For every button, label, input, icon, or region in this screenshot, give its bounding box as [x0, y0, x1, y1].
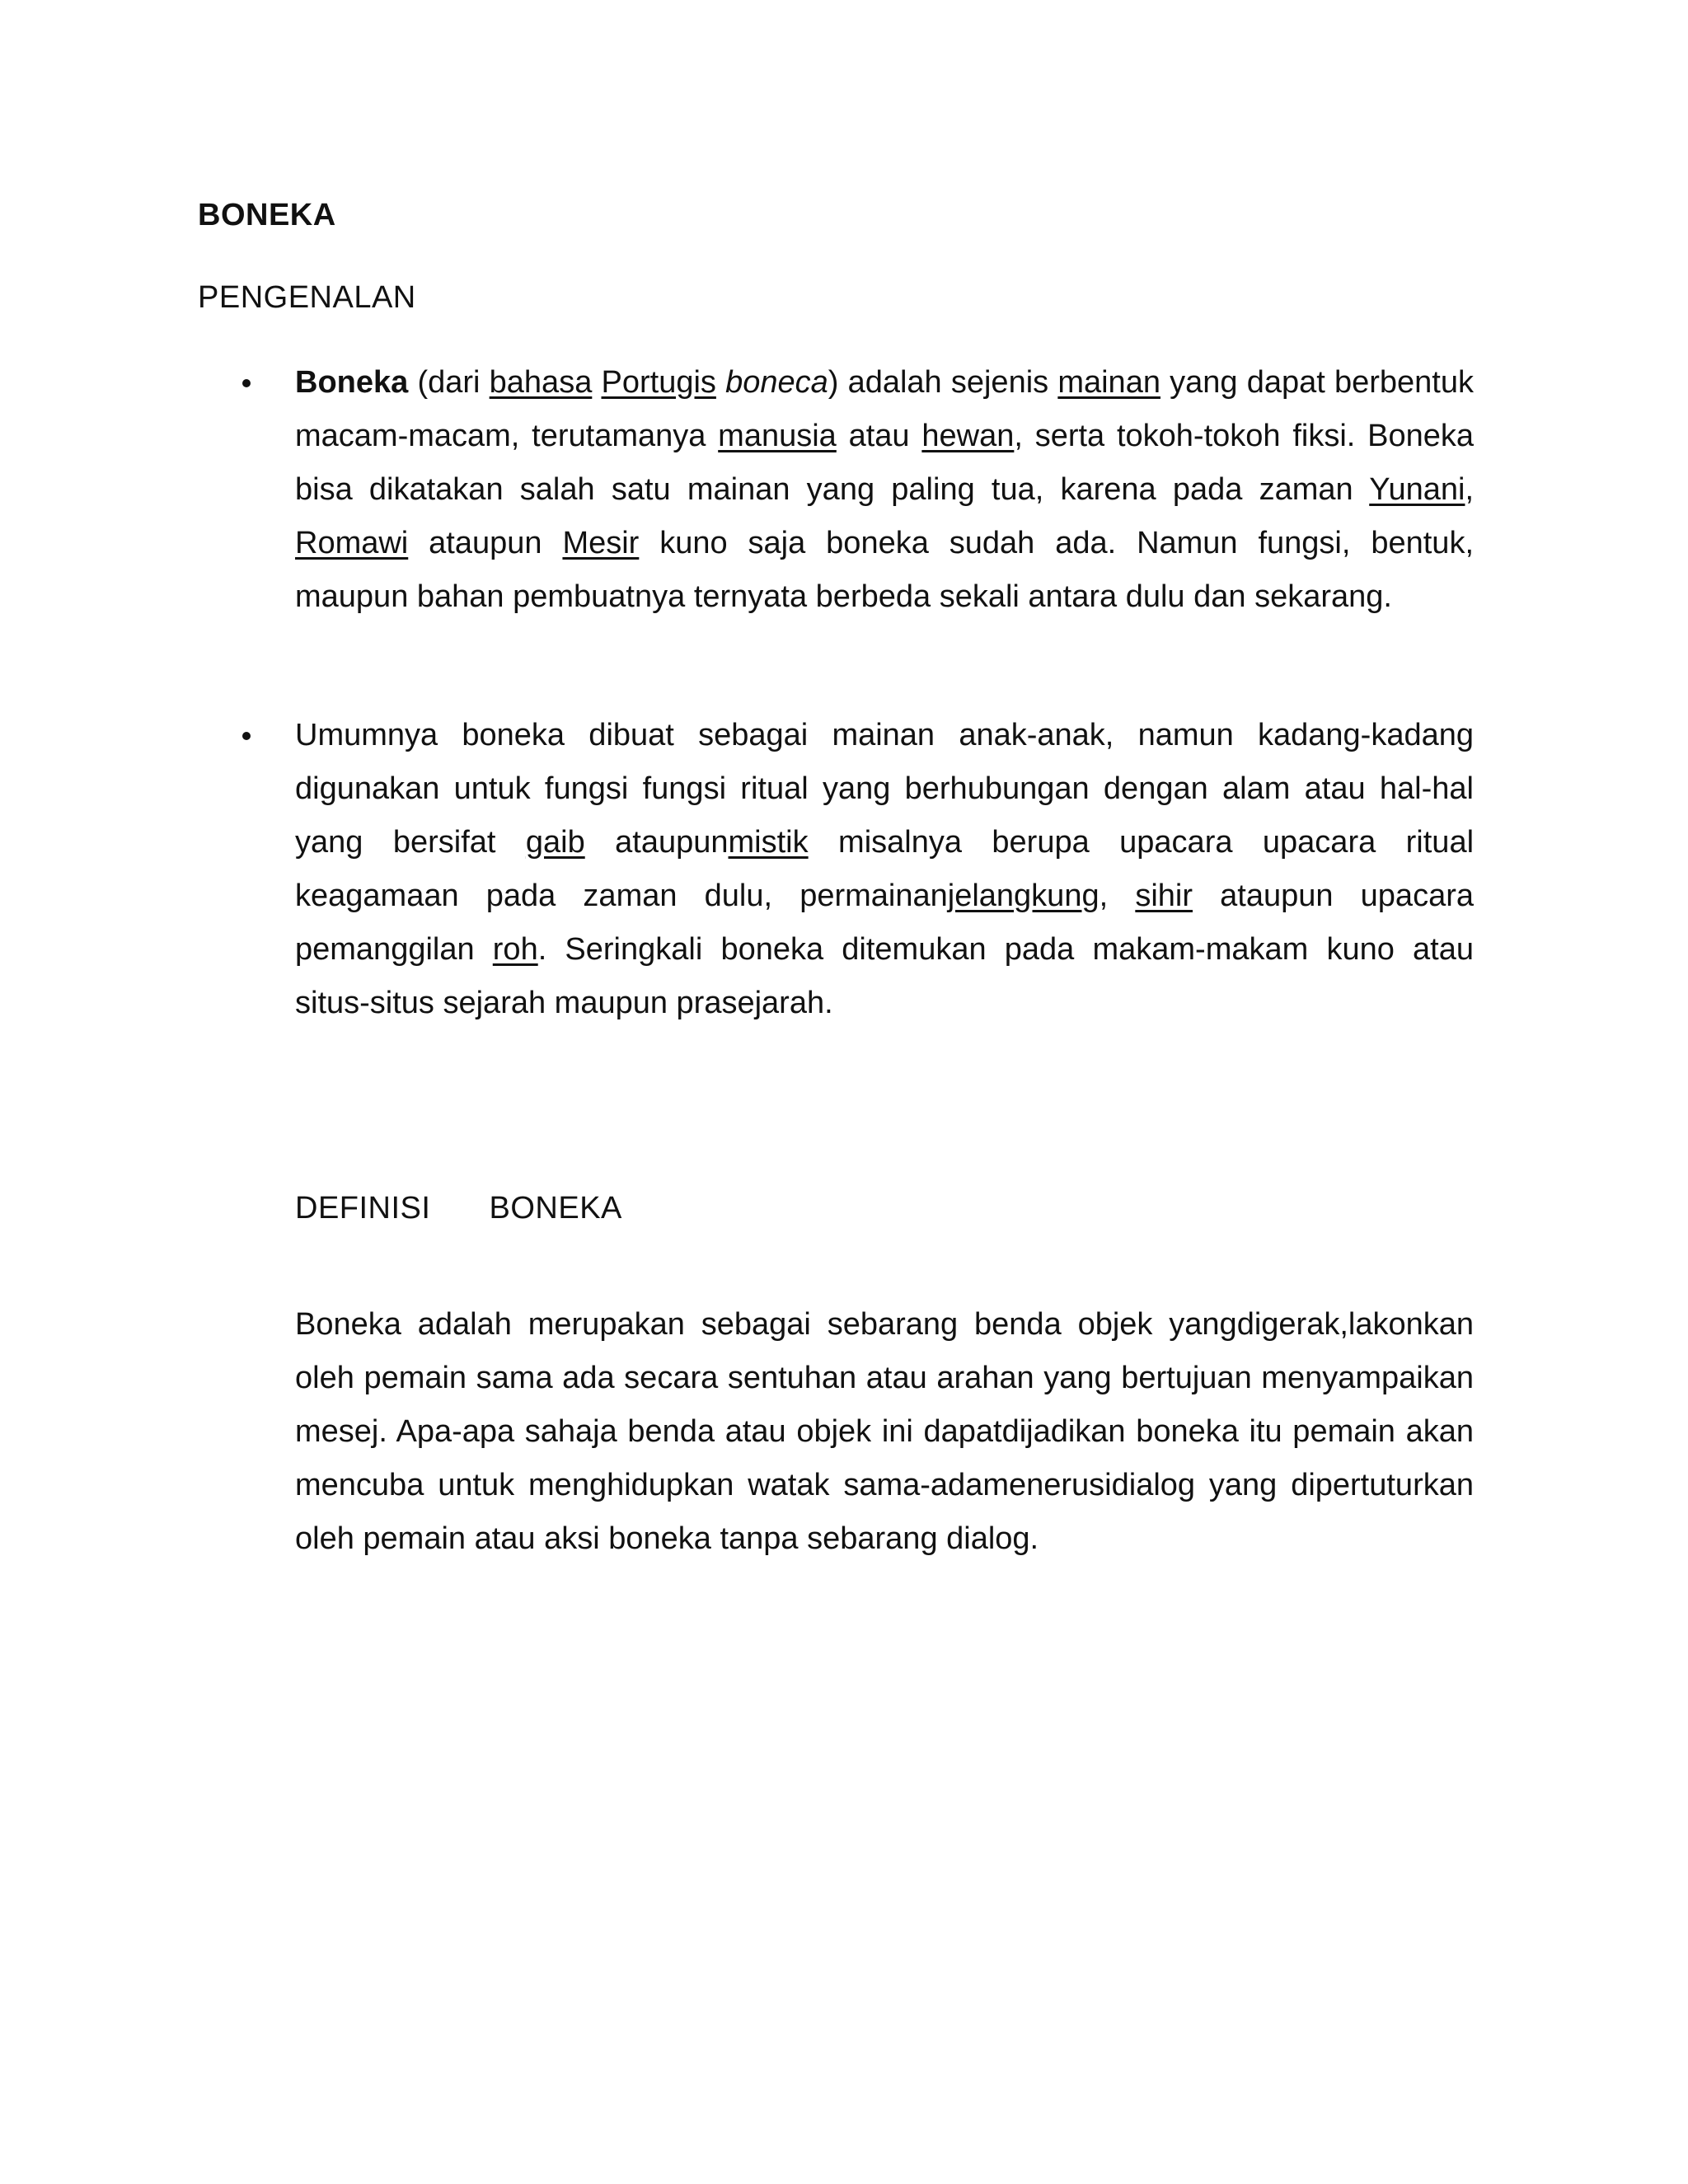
term-boneka: Boneka [295, 365, 409, 400]
text-segment: ataupun [408, 526, 563, 560]
link-roh[interactable]: roh [492, 932, 538, 967]
text-segment: atau [836, 419, 922, 453]
link-portugis[interactable]: Portugis [601, 365, 716, 400]
text-segment: misalnya berupa upacara upacara ritual keagamaan pada zaman dulu, permainan [295, 825, 1475, 913]
bullet-icon [242, 732, 251, 740]
definition-paragraph: Boneka adalah merupakan sebagai sebarang benda objek yangdigerak,lakonkan oleh pemain sama ada secara sentuhan atau arahan yang bertujuan menyampaikan mesej. Apa-apa sahaja benda atau objek ini dapatdijadikan boneka itu pemain akan mencuba untuk menghidupkan watak sama-adamenerusidialog yang dipertuturkan oleh pemain atau aksi boneka tanpa sebarang dialog. [295, 1307, 1474, 1556]
link-mainan[interactable]: mainan [1057, 365, 1160, 400]
text-segment [592, 365, 601, 400]
bullet-paragraph-1 [295, 356, 1474, 624]
link-bahasa[interactable]: bahasa [489, 365, 593, 400]
term-boneca: boneca [725, 365, 828, 400]
bullet-icon [242, 379, 251, 387]
text-segment: , [1465, 472, 1474, 507]
document-title: BONEKA [198, 198, 336, 232]
text-segment: ataupun [584, 825, 729, 860]
link-manusia[interactable]: manusia [718, 419, 837, 453]
text-segment: , serta tokoh-tokoh fiksi. Boneka bisa dikatakan salah satu mainan yang paling tua, karena pada zaman [295, 419, 1474, 507]
link-gaib[interactable]: gaib [525, 825, 585, 860]
text-segment: Umumnya boneka dibuat sebagai mainan anak-anak, namun kadang-kadang digunakan untuk fungsi fungsi ritual yang berhubungan dengan alam atau hal-hal yang bersifat [295, 718, 1474, 860]
link-mesir[interactable]: Mesir [562, 526, 640, 560]
text-segment: kuno saja boneka sudah ada. Namun fungsi, bentuk, maupun bahan pembuatnya ternyata berbeda sekali antara dulu dan sekarang. [295, 526, 1474, 614]
link-jelangkung[interactable]: jelangkung [947, 879, 1100, 913]
link-yunani[interactable]: Yunani [1369, 472, 1465, 507]
text-segment [716, 365, 725, 400]
section-title-definisi: DEFINISI BONEKA [295, 1191, 622, 1226]
link-romawi[interactable]: Romawi [295, 526, 409, 560]
text-segment: . Seringkali boneka ditemukan pada makam-makam kuno atau situs-situs sejarah maupun prasejarah. [295, 932, 1474, 1020]
link-mistik[interactable]: mistik [728, 825, 809, 860]
section-title-pengenalan: PENGENALAN [198, 280, 416, 315]
link-sihir[interactable]: sihir [1135, 879, 1193, 913]
bullet-paragraph-2 [295, 709, 1474, 1030]
text-segment: (dari [408, 365, 490, 400]
link-hewan[interactable]: hewan [921, 419, 1015, 453]
text-segment: , [1099, 879, 1136, 913]
text-segment: ataupun upacara pemanggilan [295, 879, 1474, 967]
text-segment: yang dapat berbentuk macam-macam, terutamanya [295, 365, 1474, 453]
text-segment: ) adalah sejenis [828, 365, 1058, 400]
